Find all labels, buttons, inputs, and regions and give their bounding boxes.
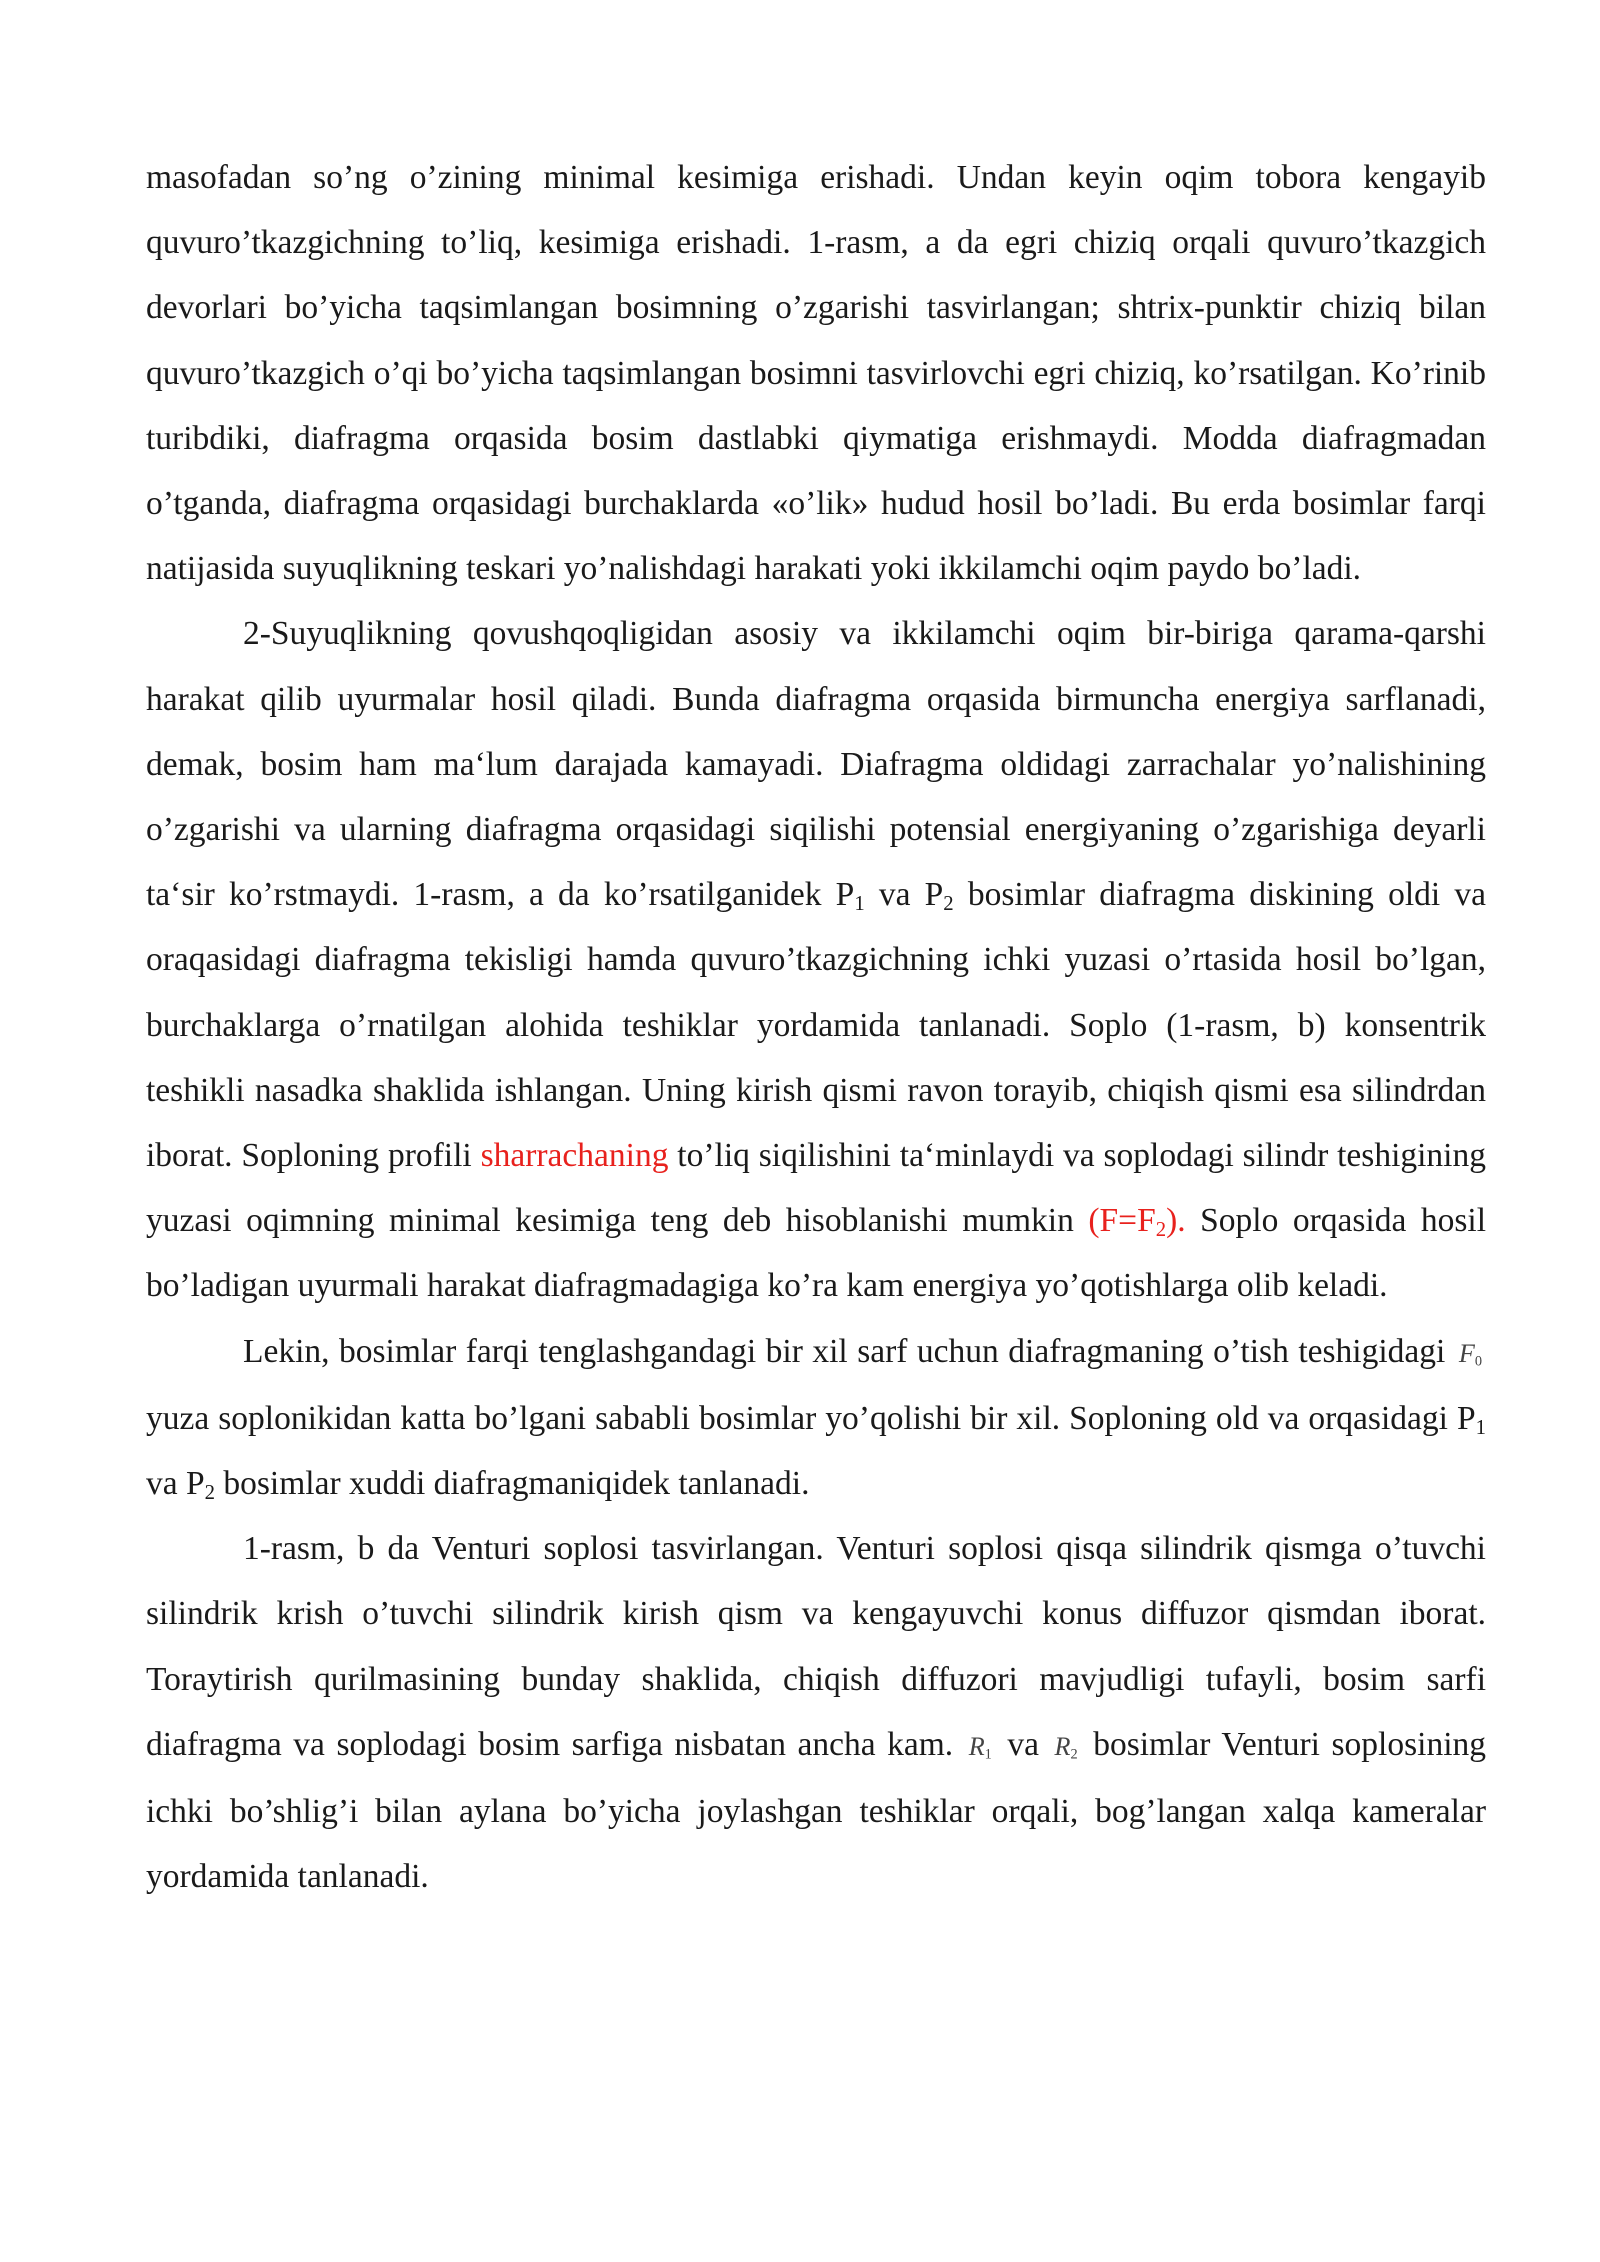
highlighted-text: sharrachaning bbox=[480, 1137, 669, 1175]
text-run: va P bbox=[146, 1465, 205, 1503]
text-run: yuza soplonikidan katta bo’lgani sababli bosimlar yo’qolishi bir xil. Soploning old va orqasidagi P bbox=[146, 1399, 1476, 1437]
text-run: Soplo orqasida hosil bo’ladigan uyurmali harakat diafragmadagiga ko’ra kam energiya yo’qotishlarga olib keladi. bbox=[146, 1202, 1487, 1305]
subscript: 1 bbox=[854, 892, 865, 916]
paragraph-p1 bbox=[146, 145, 1486, 601]
text-run: masofadan so’ng o’zining minimal kesimiga erishadi. Undan keyin oqim tobora kengayib quvuro’tkazgichning to’liq, kesimiga erishadi. 1-rasm, a da egri chiziq orqali quvuro’tkazgich devorlari bo’yicha taqsimlangan bosimning o’zgarishi tasvirlangan; shtrix-punktir chiziq bilan quvuro’tkazgich o’qi bo’yicha taqsimlangan bosimni tasvirlovchi egri chiziq, ko’rsatilgan. Ko’rinib turibdiki, diafragma orqasida bosim dastlabki qiymatiga erishmaydi. Modda diafragmadan o’tganda, diafragma orqasidagi burchaklarda «o’lik» hudud hosil bo’ladi. Bu erda bosimlar farqi natijasida suyuqlikning teskari yo’nalishdagi harakati yoki ikkilamchi oqim paydo bo’ladi. bbox=[146, 159, 1486, 588]
math-symbol: $F_0$ bbox=[1458, 1338, 1482, 1370]
math-symbol: $R_1$ bbox=[968, 1731, 992, 1763]
text-run: 1-rasm, b da Venturi soplosi tasvirlangan. Venturi soplosi qisqa silindrik qismga o’tuvchi silindrik krish o’tuvchi silindrik kirish qism va kengayuvchi konus diffuzor qismdan iborat. Toraytirish qurilmasining bunday shaklida, chiqish diffuzori mavjudligi tufayli, bosim sarfi diafragma va soplodagi bosim sarfiga nisbatan ancha kam. bbox=[146, 1530, 1486, 1763]
subscript: 1 bbox=[1475, 1416, 1486, 1440]
paragraph-p3 bbox=[146, 1319, 1486, 1517]
text-run: 2-Suyuqlikning qovushqoqligidan asosiy va ikkilamchi oqim bir-biriga qarama-qarshi harakat qilib uyurmalar hosil qiladi. Bunda diafragma orqasida birmuncha energiya sarflanadi, demak, bosim ham ma‘lum darajada kamayadi. Diafragma oldidagi zarrachalar yo’nalishining o’zgarishi va ularning diafragma orqasidagi siqilishi potensial energiyaning o’zgarishiga deyarli ta‘sir ko’rstmaydi. 1-rasm, a da ko’rsatilganidek P bbox=[146, 615, 1486, 914]
text-run: va P bbox=[864, 876, 944, 914]
math-symbol: $R_2$ bbox=[1054, 1731, 1078, 1763]
text-run: Lekin, bosimlar farqi tenglashgandagi bir xil sarf uchun diafragmaning o’tish teshigidagi bbox=[243, 1332, 1455, 1370]
subscript: 2 bbox=[943, 892, 954, 916]
text-run: bosimlar diafragma diskining oldi va oraqasidagi diafragma tekisligi hamda quvuro’tkazgichning ichki yuzasi o’rtasida hosil bo’lgan, burchaklarga o’rnatilgan alohida teshiklar yordamida tanlanadi. Soplo (1-rasm, b) konsentrik teshikli nasadka shaklida ishlangan. Uning kirish qismi ravon torayib, chiqish qismi esa silindrdan iborat. Soploning profili bbox=[146, 876, 1486, 1175]
highlighted-text: ). bbox=[1166, 1202, 1186, 1240]
highlighted-text: (F=F bbox=[1088, 1202, 1156, 1240]
text-run: va bbox=[995, 1725, 1051, 1763]
highlighted-text: 2 bbox=[1155, 1218, 1167, 1242]
paragraph-p4 bbox=[146, 1516, 1486, 1909]
text-run: bosimlar Venturi soplosining ichki bo’shlig’i bilan aylana bo’yicha joylashgan teshiklar orqali, bog’langan xalqa kameralar yordamida tanlanadi. bbox=[146, 1725, 1486, 1896]
document-body bbox=[146, 145, 1486, 1909]
subscript: 2 bbox=[204, 1481, 216, 1505]
paragraph-p2 bbox=[146, 601, 1486, 1318]
text-run: to’liq siqilishini ta‘minlaydi va soplodagi silindr teshigining yuzasi oqimning minimal kesimiga teng deb hisoblanishi mumkin bbox=[146, 1137, 1486, 1240]
text-run: bosimlar xuddi diafragmaniqidek tanlanadi. bbox=[215, 1465, 810, 1503]
